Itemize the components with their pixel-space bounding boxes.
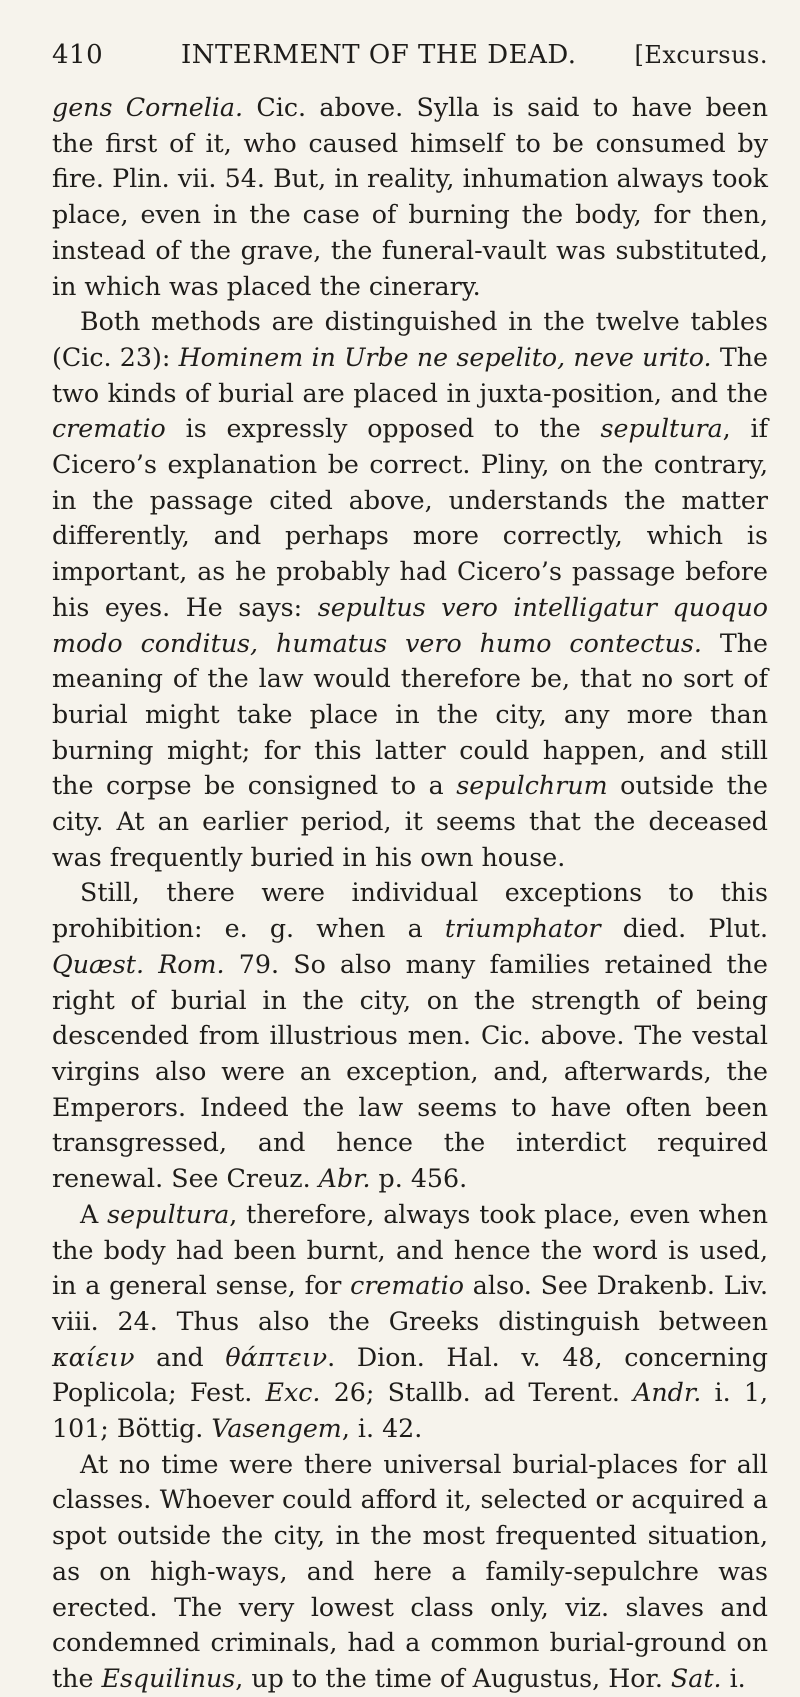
italic-run: sepultus vero intelligatur quoquo modo conditus, humatus vero humo contectus.: [52, 592, 768, 658]
paragraph: [52, 304, 768, 875]
text-run: Cic. above. Sylla is said to have been the first of it, who caused himself to be consumed by fire. Plin. vii. 54. But, in reality, inhumation always took place, even in the case of burning the body, for then, instead of the grave, the funeral-vault was substituted, in which was placed the cinerary.: [52, 93, 768, 301]
text-run: A: [80, 1199, 108, 1229]
text-run: i.: [721, 1663, 746, 1693]
italic-run: Exc.: [265, 1378, 321, 1408]
italic-run: καίειν: [52, 1342, 135, 1372]
text-run: , i. 42.: [341, 1414, 423, 1444]
text-run: also. See Drakenb. Liv. viii. 24. Thus also the Greeks distinguish between: [52, 1271, 768, 1336]
text-run: The two kinds of burial are placed in juxta-position, and the: [52, 342, 768, 408]
italic-run: Andr.: [633, 1378, 702, 1408]
text-run: The meaning of the law would therefore be, that no sort of burial might take place in the city, any more than burning might; for this latter could happen, and still the corpse be consigned to a: [52, 628, 768, 801]
italic-run: triumphator: [444, 914, 601, 944]
paragraph: [52, 1447, 768, 1697]
text-run: , up to the time of Augustus, Hor.: [235, 1663, 671, 1693]
text-run: and: [134, 1342, 226, 1372]
text-run: is expressly opposed to the: [165, 414, 601, 444]
text-run: i. 1, 101; Böttig.: [52, 1378, 768, 1444]
running-header: [52, 40, 768, 70]
text-run: p. 456.: [370, 1164, 468, 1194]
running-title: INTERMENT OF THE DEAD.: [181, 40, 577, 70]
text-run: , if Cicero’s explanation be correct. Pliny, on the contrary, in the passage cited above, understands the matter differently, and perhaps more correctly, which is important, as he probably had Cicero’s passage before his eyes. He says:: [52, 414, 768, 622]
italic-run: Quæst. Rom.: [52, 949, 225, 979]
italic-run: crematio: [350, 1271, 464, 1301]
italic-run: sepulchrum: [456, 771, 608, 801]
text-run: At no time were there universal burial-places for all classes. Whoever could afford it, selected or acquired a spot outside the city, in the most frequented situation, as on high-ways, and here a family-sepulchre was erected. The very lowest class only, viz. slaves and condemned criminals, had a common burial-ground on the: [52, 1449, 768, 1693]
paragraph: [52, 90, 768, 304]
text-run: 26; Stallb. ad Terent.: [320, 1378, 634, 1408]
italic-run: sepultura: [600, 414, 723, 444]
italic-run: sepultura: [107, 1199, 230, 1229]
text-run: outside the city. At an earlier period, it seems that the deceased was frequently buried in his own house.: [52, 771, 768, 872]
italic-run: Sat.: [670, 1663, 722, 1693]
italic-run: Hominem in Urbe ne sepelito, neve urito.: [178, 342, 712, 372]
body-text: [52, 90, 768, 1697]
section-label: [Excursus.: [634, 41, 768, 69]
paragraph: [52, 875, 768, 1196]
paragraph: [52, 1197, 768, 1447]
italic-run: θάπτειν: [225, 1342, 328, 1372]
italic-run: Abr.: [318, 1164, 371, 1194]
text-run: 79. So also many families retained the right of burial in the city, on the strength of being descended from illustrious men. Cic. above. The vestal virgins also were an exception, and, afterwards, the Emperors. Indeed the law seems to have often been transgressed, and hence the interdict required renewal. See Creuz.: [52, 949, 768, 1194]
italic-run: gens Cornelia.: [52, 93, 244, 122]
text-run: Still, there were individual exceptions to this prohibition: e. g. when a: [52, 878, 768, 944]
italic-run: Esquilinus: [101, 1663, 236, 1693]
text-run: . Dion. Hal. v. 48, concerning Poplicola; Fest.: [52, 1342, 768, 1408]
text-run: , therefore, always took place, even when the body had been burnt, and hence the word is used, in a general sense, for: [52, 1199, 769, 1301]
text-run: Both methods are distinguished in the twelve tables (Cic. 23):: [52, 307, 768, 372]
italic-run: crematio: [52, 414, 166, 444]
page-number: 410: [52, 40, 104, 70]
text-run: died. Plut.: [600, 914, 768, 944]
italic-run: Vasengem: [211, 1414, 342, 1444]
